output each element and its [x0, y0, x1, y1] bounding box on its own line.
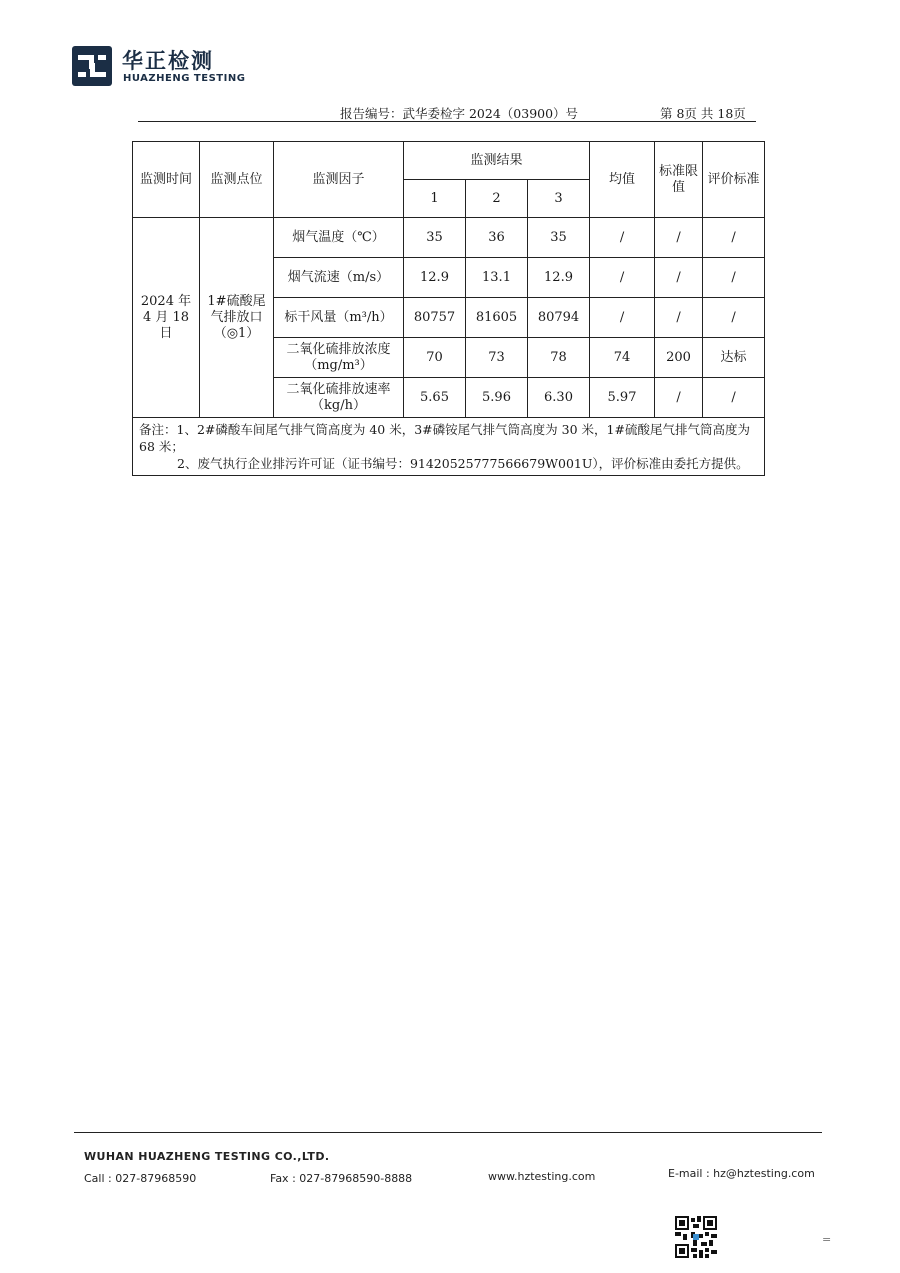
value-cell: 80794 [528, 298, 590, 338]
qr-code-icon [675, 1216, 717, 1258]
value-cell: 12.9 [404, 258, 466, 298]
factor-cell: 烟气流速（m/s） [274, 258, 404, 298]
header-evaluation: 评价标准 [703, 142, 765, 218]
average-cell: / [590, 258, 655, 298]
value-cell: 13.1 [466, 258, 528, 298]
report-number: 报告编号：武华委检字 2024（03900）号 [340, 106, 579, 121]
limit-cell: / [655, 258, 703, 298]
footer-website: www.hztesting.com [488, 1170, 596, 1183]
factor-cell: 二氧化硫排放浓度（mg/m³） [274, 338, 404, 378]
evaluation-cell: / [703, 378, 765, 418]
factor-cell: 二氧化硫排放速率（kg/h） [274, 378, 404, 418]
huazheng-logo-icon [72, 46, 112, 86]
value-cell: 35 [404, 218, 466, 258]
monitoring-table [132, 141, 765, 476]
table-row [133, 218, 765, 258]
footer-divider [74, 1132, 822, 1133]
footer-email: E-mail : hz@hztesting.com [668, 1167, 815, 1180]
monitoring-point: 1#硫酸尾气排放口（◎1） [200, 218, 274, 418]
header-point: 监测点位 [200, 142, 274, 218]
remark-2: 2、废气执行企业排污许可证（证书编号：91420525777566679W001U），评价标准由委托方提供。 [177, 456, 749, 471]
evaluation-cell: / [703, 298, 765, 338]
value-cell: 78 [528, 338, 590, 378]
footer-phone: Call : 027-87968590 [84, 1172, 197, 1185]
average-cell: / [590, 218, 655, 258]
remark-1: 备注：1、2#磷酸车间尾气排气筒高度为 40 米，3#磷铵尾气排气筒高度为 30 米，1#硫酸尾气排气筒高度为 68 米； [139, 422, 750, 454]
header-average: 均值 [590, 142, 655, 218]
header-sample-3: 3 [528, 180, 590, 218]
header-sample-2: 2 [466, 180, 528, 218]
header-time: 监测时间 [133, 142, 200, 218]
header-limit: 标准限值 [655, 142, 703, 218]
logo-english-name: HUAZHENG TESTING [123, 73, 246, 84]
footer-company-name: WUHAN HUAZHENG TESTING CO.,LTD. [84, 1150, 330, 1163]
value-cell: 5.96 [466, 378, 528, 418]
value-cell: 80757 [404, 298, 466, 338]
header-divider [138, 121, 756, 122]
value-cell: 6.30 [528, 378, 590, 418]
logo-chinese-name: 华正检测 [122, 49, 214, 73]
average-cell: 5.97 [590, 378, 655, 418]
header-sample-1: 1 [404, 180, 466, 218]
remarks-row [133, 418, 765, 476]
monitoring-date: 2024 年 4 月 18 日 [133, 218, 200, 418]
page-number: 第 8页 共 18页 [660, 106, 746, 121]
value-cell: 5.65 [404, 378, 466, 418]
factor-cell: 烟气温度（℃） [274, 218, 404, 258]
limit-cell: / [655, 378, 703, 418]
evaluation-cell: 达标 [703, 338, 765, 378]
value-cell: 81605 [466, 298, 528, 338]
remarks-cell [133, 418, 765, 476]
limit-cell: / [655, 218, 703, 258]
footer-fax: Fax : 027-87968590-8888 [270, 1172, 413, 1185]
evaluation-cell: / [703, 218, 765, 258]
limit-cell: 200 [655, 338, 703, 378]
value-cell: 12.9 [528, 258, 590, 298]
header-factor: 监测因子 [274, 142, 404, 218]
factor-cell: 标干风量（m³/h） [274, 298, 404, 338]
evaluation-cell: / [703, 258, 765, 298]
header-results: 监测结果 [404, 142, 590, 180]
value-cell: 35 [528, 218, 590, 258]
limit-cell: / [655, 298, 703, 338]
average-cell: 74 [590, 338, 655, 378]
page-edge-mark: = [822, 1233, 832, 1246]
average-cell: / [590, 298, 655, 338]
company-logo [72, 44, 272, 90]
value-cell: 36 [466, 218, 528, 258]
value-cell: 73 [466, 338, 528, 378]
value-cell: 70 [404, 338, 466, 378]
